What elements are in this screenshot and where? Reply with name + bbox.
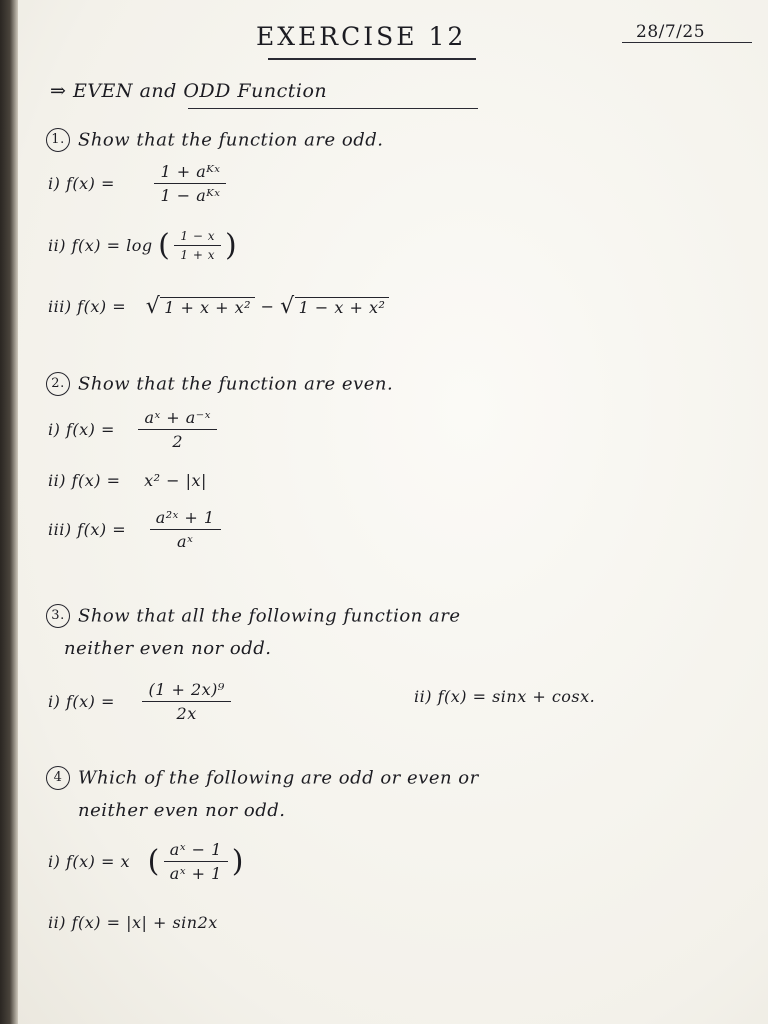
- fraction: $\frac{\text{a²ˣ + 1}}{\text{aˣ}}$: [150, 508, 221, 551]
- fraction: $\frac{\text{aˣ − 1}}{\text{aˣ + 1}}$: [164, 840, 228, 883]
- q3-item-2: ii) f(x) = sinx + cosx.: [414, 687, 596, 706]
- fraction: $\frac{\text{aˣ + a⁻ˣ}}{2}$: [138, 408, 216, 451]
- question-text: Show that the function are odd.: [78, 129, 384, 151]
- question-text-line-2: neither even nor odd.: [64, 638, 272, 659]
- question-number: 4: [46, 766, 70, 790]
- question-3: [46, 604, 460, 628]
- fraction: $\frac{\text{(1 + 2x)⁹}}{2x}$: [142, 680, 230, 723]
- title-underline: [268, 58, 476, 60]
- question-text-line-1: Show that all the following function are: [78, 605, 461, 627]
- section-title: ⇒ EVEN and ODD Function: [50, 80, 328, 102]
- question-2: [46, 372, 393, 396]
- question-number: 3.: [46, 604, 70, 628]
- question-number: 1.: [46, 128, 70, 152]
- question-number: 2.: [46, 372, 70, 396]
- q1-item-1: i) f(x) = $\frac{\text{1 + aᴷˣ}}{\text{1 − aᴷˣ}}$: [48, 162, 230, 205]
- question-4: [46, 766, 479, 790]
- notebook-page: [18, 0, 768, 1024]
- q3-item-1: i) f(x) = $\frac{\text{(1 + 2x)⁹}}{2x}$: [48, 680, 235, 723]
- q2-item-3: iii) f(x) = $\frac{\text{a²ˣ + 1}}{\text{aˣ}}$: [48, 508, 225, 551]
- question-text-line-2: neither even nor odd.: [78, 800, 286, 821]
- date: 28/7/25: [636, 22, 706, 42]
- q1-item-2: ii) f(x) = log ( $\frac{1 - x}{1 + x}$ ): [48, 228, 238, 263]
- q1-item-3: iii) f(x) = √ 1 + x + x² − √ 1 − x + x²: [48, 294, 389, 319]
- fraction: $\frac{1 - x}{1 + x}$: [174, 229, 221, 262]
- question-text: Show that the function are even.: [78, 373, 394, 395]
- notebook-binding: [0, 0, 18, 1024]
- q4-item-1: i) f(x) = x ( $\frac{\text{aˣ − 1}}{\text{aˣ + 1}}$ ): [48, 840, 244, 883]
- q4-item-2: ii) f(x) = |x| + sin2x: [48, 913, 218, 932]
- q2-item-1: i) f(x) = $\frac{\text{aˣ + a⁻ˣ}}{2}$: [48, 408, 221, 451]
- q2-item-2: ii) f(x) = x² − |x|: [48, 471, 207, 490]
- section-underline: [188, 108, 478, 109]
- fraction: $\frac{\text{1 + aᴷˣ}}{\text{1 − aᴷˣ}}$: [154, 162, 226, 205]
- question-1: [46, 128, 384, 152]
- date-underline: [622, 42, 752, 43]
- exercise-title: EXERCISE 12: [256, 22, 467, 51]
- question-text-line-1: Which of the following are odd or even or: [78, 767, 479, 789]
